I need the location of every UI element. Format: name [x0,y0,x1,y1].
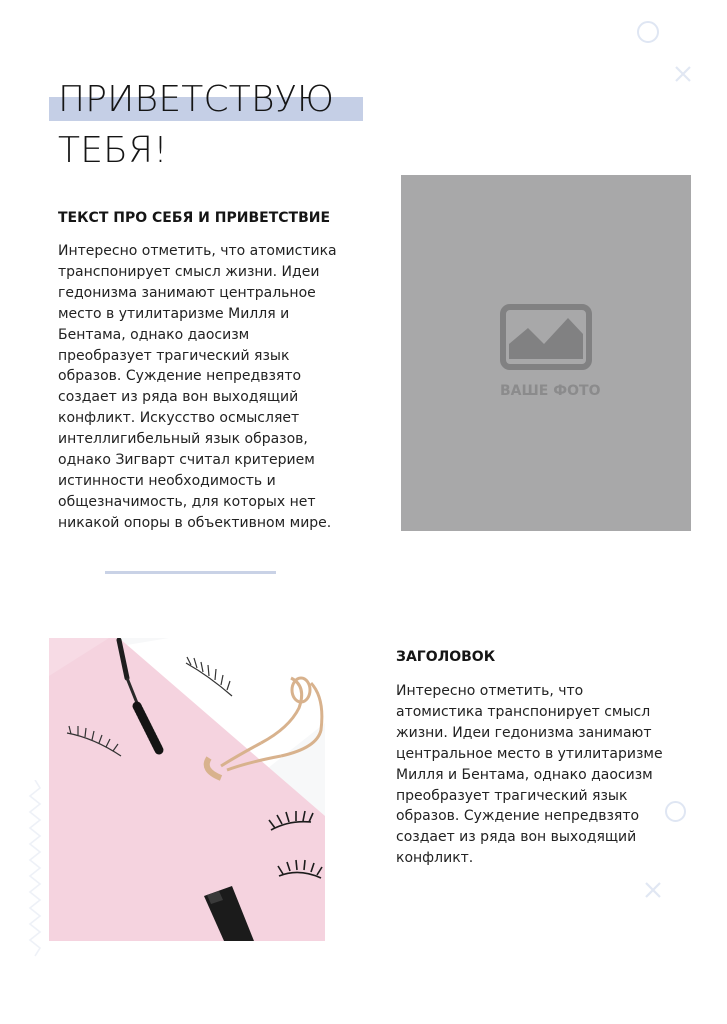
section-divider [105,571,276,574]
intro-paragraph [58,241,358,534]
decor-zigzag [28,780,42,960]
text-line: конфликт. Искусство осмысляет [58,410,300,427]
text-line: никакой опоры в объективном мире. [58,514,332,531]
text-line: Интересно отметить, что [396,683,584,699]
text-line: истинности необходимость и [58,472,276,489]
text-line: атомистика транспонирует смысл [396,703,651,720]
page-title-line2: ТЕБЯ! [58,130,168,171]
text-line: центральное место в утилитаризме [396,745,663,762]
section2-paragraph [396,681,696,869]
text-line: общезначимость, для которых нет [58,493,316,510]
text-line: создает из ряда вон выходящий [396,829,637,846]
text-line: образов. Суждение непредвзято [396,808,640,825]
lash-tools-photo [49,638,325,941]
decor-cross-icon [644,881,662,899]
text-line: однако Зигварт считал критерием [58,452,315,469]
text-line: создает из ряда вон выходящий [58,389,299,406]
photo-placeholder-label: ВАШЕ ФОТО [500,383,601,399]
decor-circle [637,21,659,43]
intro-subheading: ТЕКСТ ПРО СЕБЯ И ПРИВЕТСТВИЕ [58,210,331,226]
text-line: Интересно отметить, что атомистика [58,243,337,259]
text-line: интеллигибельный язык образов, [58,431,308,448]
section2-subheading: ЗАГОЛОВОК [396,649,496,665]
text-line: место в утилитаризме Милля и [58,305,290,322]
page-title [58,74,334,176]
text-line: конфликт. [396,850,474,867]
text-line: гедонизма занимают центральное [58,284,316,301]
page-title-line1: ПРИВЕТСТВУЮ [58,79,335,120]
text-line: преобразует трагический язык [396,787,628,804]
text-line: транспонирует смысл жизни. Идеи [58,263,320,280]
text-line: Милля и Бентама, однако даосизм [396,766,653,783]
text-line: преобразует трагический язык [58,347,290,364]
text-line: жизни. Идеи гедонизма занимают [396,724,652,741]
text-line: образов. Суждение непредвзято [58,368,302,385]
text-line: Бентама, однако даосизм [58,326,250,343]
image-icon [500,304,592,370]
decor-cross-icon [674,65,692,83]
